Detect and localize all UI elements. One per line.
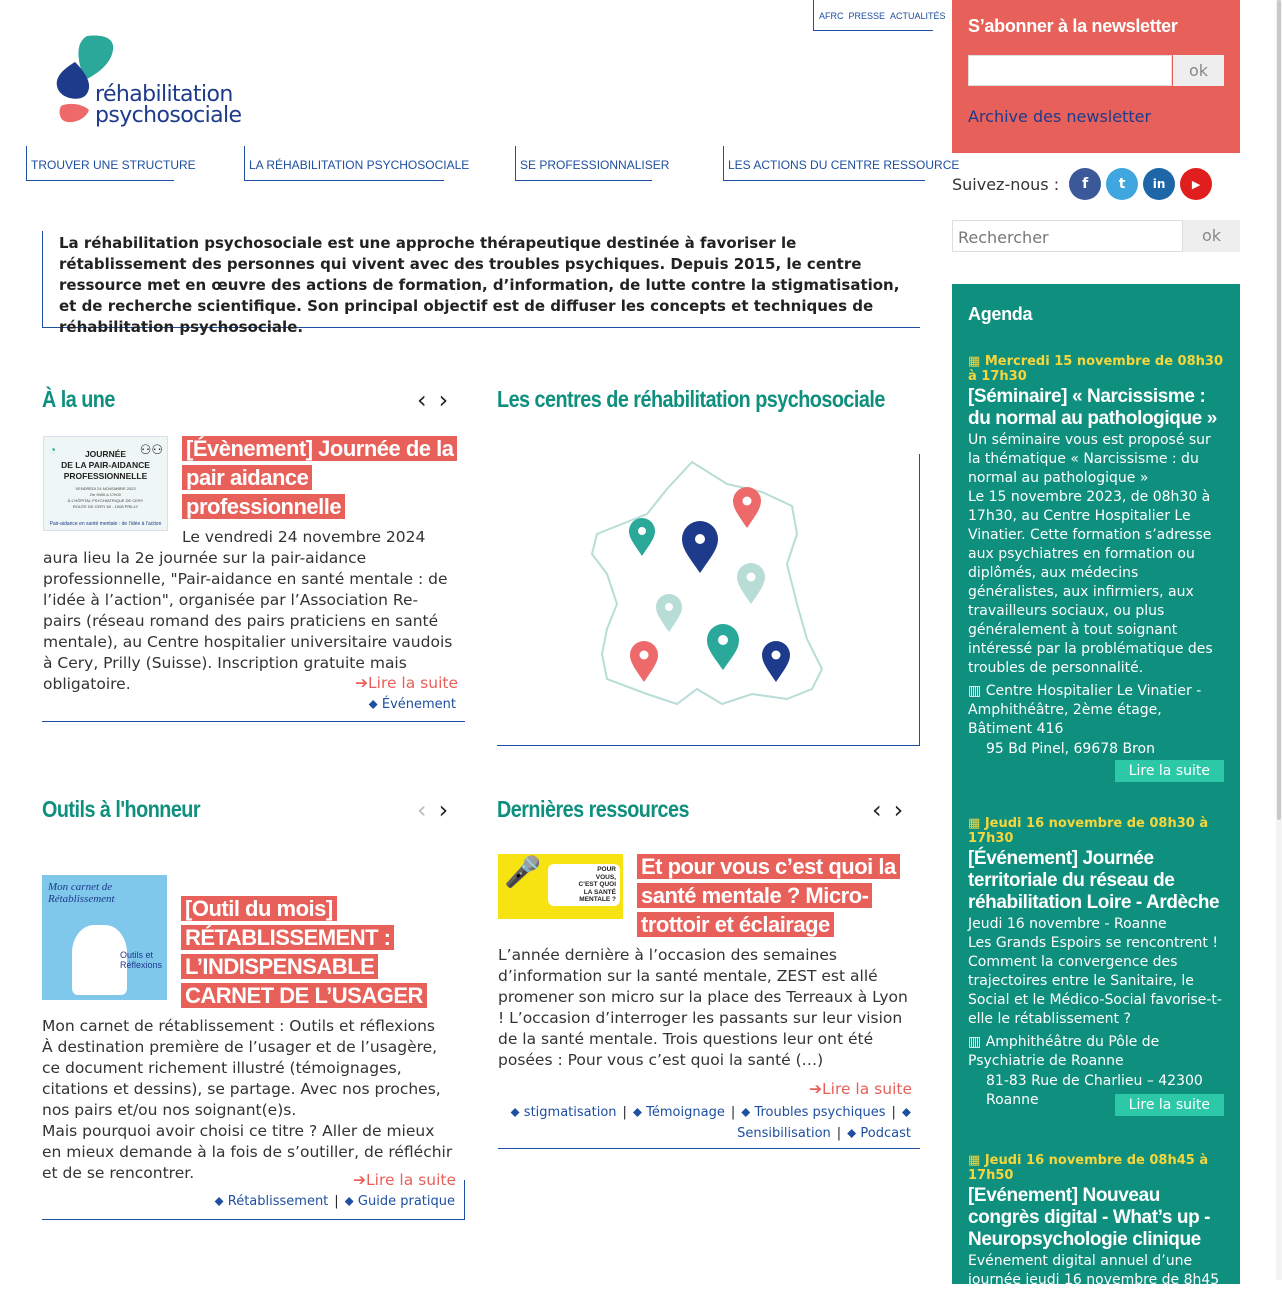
section-title-outils: Outils à l'honneur	[42, 796, 201, 822]
section-title-ressources: Dernières ressources	[497, 796, 690, 822]
nav-actions-centre[interactable]: LES ACTIONS DU CENTRE RESSOURCE	[723, 146, 925, 181]
divider	[464, 1180, 465, 1220]
toplink-presse[interactable]: PRESSE	[848, 11, 886, 21]
carousel-prev-icon[interactable]: ‹	[417, 386, 427, 414]
follow-label: Suivez-nous :	[952, 174, 1060, 194]
search-ok-button[interactable]: ok	[1183, 220, 1240, 252]
nav-trouver-structure[interactable]: TROUVER UNE STRUCTURE	[26, 146, 174, 181]
toplink-afrc[interactable]: AFRC	[819, 11, 844, 21]
card-alaune	[43, 434, 455, 695]
france-map-icon	[497, 454, 917, 744]
thumb-micro-trottoir[interactable]: 🎤 POUR VOUS, C’EST QUOI LA SANTÉ MENTALE ?	[498, 854, 623, 919]
card-outils	[42, 852, 456, 1184]
calendar-icon: ▦	[968, 1153, 981, 1168]
map-icon: ▥	[968, 1034, 982, 1050]
logo-text	[95, 84, 241, 126]
tag-icon: ⬥	[901, 1105, 911, 1120]
card-text-outils: Mon carnet de rétablissement : Outils et réflexions À destination première de l’usager et de l’usagère, ce document richement illustré (témoignages, citations et dessins), se partage. Avec nos proches, nos pairs et/ou nos soignant(e)s. Mais pourquoi avoir choisi ce titre ? Aller de mieux en mieux demande à la fois de s’outiller, de réfléchir et de se rencontrer.	[42, 1017, 453, 1182]
carousel-arrows-alaune	[405, 386, 448, 414]
carousel-arrows-ressources	[860, 796, 903, 824]
nav-rehabilitation[interactable]: LA RÉHABILITATION PSYCHOSOCIALE	[244, 146, 444, 181]
event-title[interactable]: [Evénement] Nouveau congrès digital - What’s up - Neuropsychologie clinique	[968, 1185, 1211, 1250]
card-title-outils[interactable]: [Outil du mois] RÉTABLISSEMENT : L’INDISPENSABLE CARNET DE L’USAGER	[181, 896, 427, 1008]
tags-alaune	[280, 697, 456, 712]
tag-sensibilisation[interactable]: Sensibilisation	[737, 1126, 831, 1141]
nav-professionnaliser[interactable]: SE PROFESSIONNALISER	[515, 146, 652, 181]
event-date: ▦ Jeudi 16 novembre de 08h45 à 17h50	[968, 1153, 1209, 1183]
arrow-right-icon: ➔	[353, 1171, 366, 1189]
facebook-icon[interactable]: f	[1069, 168, 1101, 200]
tag-icon: ⬥	[632, 1105, 643, 1120]
map-icon: ▥	[968, 683, 982, 699]
tag-stigmatisation[interactable]: stigmatisation	[523, 1105, 617, 1120]
youtube-icon[interactable]: ▶	[1180, 168, 1212, 200]
carousel-arrows-outils	[405, 796, 448, 824]
event-text: Un séminaire vous est proposé sur la thématique « Narcissisme : du normal au pathologique » Le 15 novembre 2023, de 08h30 à 17h30, au Centre Hospitalier Le Vinatier. Cette formation s’adresse aux psychiatres en formation ou diplômés, aux médecins généralistes, aux infirmiers, aux travailleurs sociaux, ou plus généralement à tout soignant intéressé par la problématique des troubles de personnalité.	[968, 432, 1213, 676]
tag-icon: ⬥	[214, 1194, 224, 1209]
event-text: Jeudi 16 novembre - Roanne Les Grands Espoirs se rencontrent ! Comment la convergence des trajectoires entre le Sanitaire, le Social et le Médico-Social favorise-t-elle le rétablissement ?	[968, 916, 1222, 1027]
event-address: 81-83 Rue de Charlieu – 42300 Roanne	[986, 1073, 1203, 1108]
microphone-icon: 🎤	[504, 855, 542, 890]
carousel-prev-icon[interactable]: ‹	[417, 796, 427, 824]
newsletter-title: S’abonner à la newsletter	[968, 16, 1178, 36]
event-date: ▦ Mercredi 15 novembre de 08h30 à 17h30	[968, 354, 1223, 384]
divider	[42, 721, 465, 722]
calendar-icon: ▦	[968, 816, 981, 831]
newsletter-archive-link[interactable]: Archive des newsletter	[968, 107, 1152, 126]
tag-troubles-psychiques[interactable]: Troubles psychiques	[754, 1105, 886, 1120]
tag-podcast[interactable]: Podcast	[860, 1126, 911, 1141]
calendar-icon: ▦	[968, 354, 981, 369]
tags-ressources: ⬥ stigmatisation | ⬥ Témoignage | ⬥ Troubles psychiques | ⬥ Sensibilisation | ⬥ Podcast	[510, 1105, 911, 1141]
linkedin-icon[interactable]: in	[1143, 168, 1175, 200]
carousel-next-icon[interactable]: ›	[893, 796, 904, 824]
card-text-ressources: L’année dernière à l’occasion des semaines d’information sur la santé mentale, ZEST est allé promener son micro sur la place des Terreaux à Lyon ! L’occasion d’interroger les passants sur leur vision de la santé mentale. Trois questions leur ont été posées : Pour vous c’est quoi la santé (…)	[498, 946, 908, 1069]
top-links	[813, 0, 946, 31]
tag-temoignage[interactable]: Témoignage	[646, 1105, 725, 1120]
event-title[interactable]: [Événement] Journée territoriale du réseau de réhabilitation Loire - Ardèche	[968, 848, 1220, 913]
card-title-alaune[interactable]: [Évènement] Journée de la pair aidance professionnelle	[182, 436, 457, 519]
agenda-event	[968, 816, 1224, 1113]
logo-line2: psychosociale	[95, 103, 242, 128]
tag-retablissement[interactable]: Rétablissement	[227, 1194, 329, 1209]
ear-icon: ◔	[49, 443, 57, 457]
event-title[interactable]: [Séminaire] « Narcissisme : du normal au pathologique »	[968, 386, 1217, 429]
tags-outils: ⬥ Rétablissement | ⬥ Guide pratique	[214, 1194, 455, 1209]
event-date: ▦ Jeudi 16 novembre de 08h30 à 17h30	[968, 816, 1209, 846]
tag-icon: ⬥	[847, 1126, 857, 1141]
logo-line1: réhabilitation	[95, 82, 233, 107]
carousel-next-icon[interactable]: ›	[438, 386, 449, 414]
card-ressources	[498, 852, 912, 1071]
agenda-event	[968, 354, 1224, 779]
event-readmore-button[interactable]: Lire la suite	[1115, 1094, 1224, 1116]
newsletter-box	[952, 0, 1240, 153]
people-icon: ⚇⚇	[139, 442, 163, 457]
event-address: 95 Bd Pinel, 69678 Bron	[986, 741, 1155, 757]
newsletter-email-input[interactable]	[968, 55, 1172, 86]
social-follow	[952, 168, 1212, 200]
tag-icon: ⬥	[344, 1194, 354, 1209]
event-place: ▥ Centre Hospitalier Le Vinatier - Amphithéâtre, 2ème étage, Bâtiment 416	[968, 683, 1202, 737]
twitter-icon[interactable]: t	[1106, 168, 1138, 200]
search-form	[952, 220, 1240, 252]
centres-map[interactable]	[497, 454, 920, 746]
newsletter-ok-button[interactable]: ok	[1173, 55, 1224, 86]
tag-evenement[interactable]: Événement	[381, 697, 456, 712]
thumb-carnet[interactable]: Mon carnet de Rétablissement Outils et Réflexions	[42, 875, 167, 1000]
section-title-alaune: À la une	[42, 386, 115, 412]
toplink-actualites[interactable]: ACTUALITÉS	[890, 11, 946, 21]
carousel-prev-icon[interactable]: ‹	[872, 796, 882, 824]
search-input[interactable]: Rechercher	[952, 220, 1183, 252]
divider	[498, 1148, 920, 1149]
agenda-title: Agenda	[968, 304, 1033, 324]
map-pins	[628, 487, 790, 682]
event-readmore-button[interactable]: Lire la suite	[1115, 760, 1224, 782]
intro-text: La réhabilitation psychosociale est une approche thérapeutique destinée à favoriser le rétablissement des personnes qui vivent avec des troubles psychiques. Depuis 2015, le centre ressource met en œuvre des actions de formation, d’information, de lutte contre la stigmatisation, et de recherche scientifique. Son principal objectif est de diffuser les concepts et techniques de réhabilitation psychosociale.	[42, 231, 920, 328]
arrow-right-icon: ➔	[809, 1080, 822, 1098]
carousel-next-icon[interactable]: ›	[438, 796, 449, 824]
arrow-right-icon: ➔	[355, 674, 368, 692]
readmore-alaune[interactable]: ➔Lire la suite	[355, 674, 458, 692]
readmore-ressources[interactable]: ➔Lire la suite	[809, 1080, 912, 1098]
tag-icon: ⬥	[368, 697, 378, 712]
agenda-event	[968, 1153, 1224, 1309]
tag-icon: ⬥	[741, 1105, 751, 1120]
event-text: Evénement digital annuel d’une journée jeudi 16 novembre de 8h45 à 17h50 répondant aux questions	[968, 1253, 1220, 1307]
site-logo[interactable]	[55, 34, 265, 130]
head-illustration-icon	[72, 925, 127, 995]
card-text-alaune: Le vendredi 24 novembre 2024 aura lieu la 2e journée sur la pair-aidance professionnelle, "Pair-aidance en santé mentale : de l’idée à l’action", organisée par l’Association Re-pairs (réseau romand des pairs praticiens en santé mentale), au Centre hospitalier universitaire vaudois à Cery, Prilly (Suisse). Inscription gratuite mais obligatoire.	[43, 528, 453, 693]
thumb-pair-aidance[interactable]: ◔ ⚇⚇ JOURNÉE DE LA PAIR-AIDANCE PROFESSIONNELLE VENDREDI 24 NOVEMBRE 2023 De 9h00 à 17h00 À L’HÔPITAL PSYCHIATRIQUE DE CERY ROUTE DE CERY 60 - 1008 PRILLY Pair-aidance en santé mentale : de l’idée à l’action	[43, 436, 168, 531]
readmore-outils[interactable]: ➔Lire la suite	[353, 1171, 456, 1189]
event-place: ▥ Amphithéâtre du Pôle de Psychiatrie de Roanne	[968, 1034, 1160, 1069]
tag-guide-pratique[interactable]: Guide pratique	[357, 1194, 455, 1209]
card-title-ressources[interactable]: Et pour vous c’est quoi la santé mentale ? Micro-trottoir et éclairage	[637, 854, 900, 937]
agenda-panel	[952, 284, 1240, 1307]
tag-icon: ⬥	[510, 1105, 520, 1120]
scrollbar-thumb[interactable]	[1277, 0, 1281, 820]
divider	[42, 1219, 465, 1220]
section-title-centres: Les centres de réhabilitation psychosociale	[497, 386, 885, 412]
